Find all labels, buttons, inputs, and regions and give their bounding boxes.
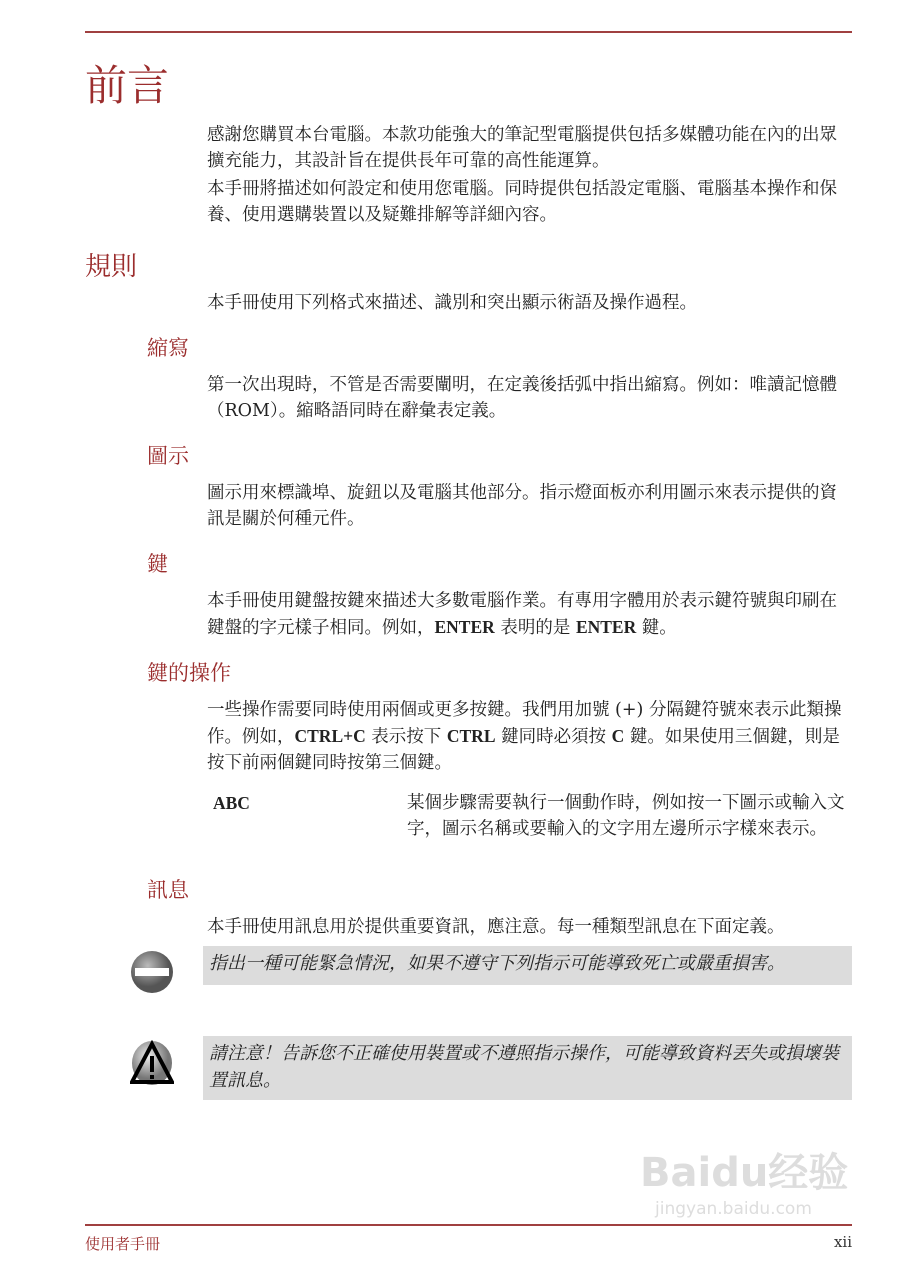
caution-message: 請注意！告訴您不正確使用裝置或不遵照指示操作，可能導致資料丟失或損壞裝置訊息。 [203, 1036, 852, 1100]
keys-heading: 鍵 [147, 552, 168, 576]
text: 鍵同時必須按 [495, 727, 612, 747]
key-name: ENTER [434, 617, 495, 637]
text: 鍵。 [636, 618, 677, 638]
key-name: CTRL+C [294, 726, 366, 746]
abbreviations-heading: 縮寫 [147, 336, 189, 360]
abc-row [213, 790, 852, 842]
messages-text: 本手冊使用訊息用於提供重要資訊，應注意。每一種類型訊息在下面定義。 [207, 917, 785, 937]
conventions-text: 本手冊使用下列格式來描述、識別和突出顯示術語及操作過程。 [207, 293, 697, 313]
text: 本手冊使用鍵盤按鍵來描述大多數電腦作業。有專用字體用於表示鍵符號與印刷在鍵盤的字元樣子相同。例如， [207, 591, 837, 638]
icons-text: 圖示用來標識埠、旋鈕以及電腦其他部分。指示燈面板亦利用圖示來表示提供的資訊是關於何種元件。 [207, 483, 837, 529]
top-rule [85, 31, 852, 33]
page-title: 前言 [85, 61, 170, 110]
intro-paragraph-1: 感謝您購買本台電腦。本款功能強大的筆記型電腦提供包括多媒體功能在內的出眾擴充能力，其設計旨在提供長年可靠的高性能運算。 [207, 125, 837, 171]
bottom-rule [85, 1224, 852, 1226]
abc-label: ABC [213, 793, 250, 813]
caution-icon [130, 1040, 174, 1086]
abc-description: 某個步驟需要執行一個動作時，例如按一下圖示或輸入文字，圖示名稱或要輸入的文字用左邊所示字樣來表示。 [407, 793, 845, 839]
key-operation-text [207, 697, 849, 776]
danger-row [130, 946, 852, 996]
text: 表明的是 [494, 618, 576, 638]
key-name: CTRL [446, 726, 496, 746]
page-number: xii [833, 1233, 852, 1251]
watermark-logo: Baidu经验 [640, 1150, 849, 1196]
text: 表示按下 [365, 727, 447, 747]
caution-row [130, 1036, 852, 1100]
conventions-heading: 規則 [85, 252, 138, 282]
danger-icon [130, 950, 174, 996]
messages-heading: 訊息 [147, 878, 189, 902]
abbreviations-text: 第一次出現時，不管是否需要闡明，在定義後括弧中指出縮寫。例如：唯讀記憶體（ROM）。縮略語同時在辭彙表定義。 [207, 375, 837, 421]
text: 一些操作需要同時使用兩個或更多按鍵。我們用加號 (+) 分隔鍵符號來表示此類操作。例如， [207, 700, 842, 747]
page-content [85, 58, 852, 1100]
keys-text [207, 588, 849, 641]
key-operation-heading: 鍵的操作 [147, 661, 231, 685]
footer-title: 使用者手冊 [85, 1235, 161, 1253]
intro-paragraph-2: 本手冊將描述如何設定和使用您電腦。同時提供包括設定電腦、電腦基本操作和保養、使用選購裝置以及疑難排解等詳細內容。 [207, 179, 837, 225]
text: 鍵。如果使用三個鍵，則是按下前兩個鍵同時按第三個鍵。 [207, 727, 840, 773]
danger-message: 指出一種可能緊急情況，如果不遵守下列指示可能導致死亡或嚴重損害。 [203, 946, 852, 985]
watermark-url: jingyan.baidu.com [655, 1199, 812, 1219]
key-name: C [611, 726, 625, 746]
icons-heading: 圖示 [147, 444, 189, 468]
key-name: ENTER [575, 617, 637, 637]
